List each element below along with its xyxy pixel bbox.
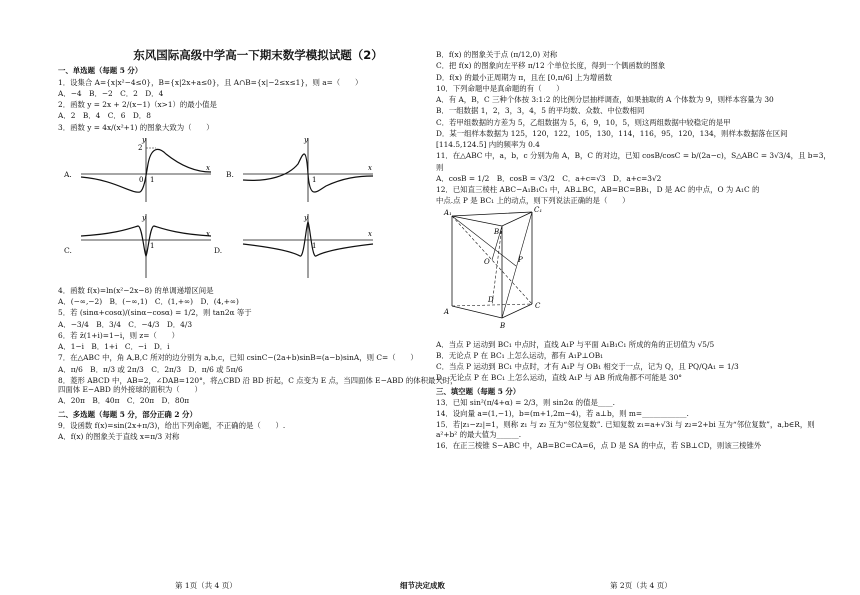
question-9-option-b: B．f(x) 的图象关于点 (π/12,0) 对称: [436, 50, 558, 59]
question-9: 9．设函数 f(x)=sin(2x+π/3)，给出下列命题，不正确的是（ ）.: [58, 420, 286, 430]
question-9-option-a: A．f(x) 的图象关于直线 x=π/3 对称: [58, 432, 180, 442]
left-column: [58, 0, 458, 441]
section-single-choice: 一、单选题（每题 5 分）: [58, 66, 143, 76]
graph-b-label: B.: [226, 169, 234, 179]
question-1: 1．设集合 A={x|x²−4≤0}，B={x|2x+a≤0}，且 A∩B={x|−2≤x≤1}，则 a=（ ）: [58, 77, 363, 87]
question-10-option-a: A．有 A，B，C 三种个体按 3:1:2 的比例分层抽样调查，如果抽取的 A 个体数为 9，则样本容量为 30: [436, 95, 774, 104]
question-1-options: A．−4 B．−2 C．2 D．4: [58, 88, 164, 98]
graph-c-label: C.: [64, 245, 72, 255]
prism-figure: [436, 206, 831, 338]
question-8: 8．菱形 ABCD 中，AB=2，∠DAB=120°，将△CBD 沿 BD 折起，C 点变为 E 点，当四面体 E−ABD 的体积最大时，四面体 E−ABD 的外接球的面积为（ ）: [58, 375, 458, 395]
question-12: 12．已知直三棱柱 ABC−A₁B₁C₁ 中，AB⊥BC，AB=BC=BB₁，D 是 AC 的中点，O 为 A₁C 的: [436, 185, 760, 194]
graph-b-y: y: [304, 135, 308, 144]
label-b1: B₁: [494, 227, 502, 236]
graph-c: [76, 212, 216, 282]
question-9-option-d: D．f(x) 的最小正周期为 π，且在 [0,π/6] 上为增函数: [436, 72, 612, 82]
question-13: 13．已知 sin²(π/4+α) = 2/3，则 sin2α 的值是____.: [436, 397, 615, 407]
label-c1: C₁: [534, 205, 543, 214]
question-12-cont: 中点.点 P 是 BC₁ 上的动点，则下列说法正确的是（ ）: [436, 196, 630, 206]
graph-d-x: x: [368, 229, 372, 238]
graph-c-x1: 1: [150, 241, 155, 250]
question-2: 2．函数 y = 2x + 2/(x−1)（x>1）的最小值是: [58, 100, 217, 110]
function-graphs: [58, 134, 458, 284]
question-10-option-b: B．一组数据 1，2，3，3，4，5 的平均数、众数、中位数相同: [436, 106, 645, 116]
question-10-option-d-cont: [114.5,124.5] 内的频率为 0.4: [436, 140, 540, 149]
question-7-options: A．π/6 B．π/3 或 2π/3 C．2π/3 D．π/6 或 5π/6: [58, 364, 243, 374]
question-9-option-c: C．把 f(x) 的图象向左平移 π/12 个单位长度，得到一个偶函数的图象: [436, 61, 666, 71]
question-12-option-c: C．当点 P 运动到 BC₁ 中点时，才有 A₁P 与 OB₁ 相交于一点，记为 Q，且 PQ/QA₁ = 1/3: [436, 362, 739, 371]
graph-c-y: y: [142, 213, 146, 222]
graph-d-label: D.: [214, 245, 223, 255]
question-14: 14．设向量 a=(1,−1)，b=(m+1,2m−4)，若 a⊥b，则 m=____________.: [436, 409, 689, 418]
graph-b-x1: 1: [312, 175, 317, 184]
page-footer-left: 第 1页（共 4 页）: [175, 581, 237, 590]
page-title: 东风国际高级中学高一下期末数学模拟试题（2）: [133, 48, 383, 62]
question-3: 3．函数 y = 4x/(x²+1) 的图象大致为（ ）: [58, 122, 214, 132]
question-16: 16．在正三棱锥 S−ABC 中，AB=BC=CA=6，点 D 是 SA 的中点，若 SB⊥CD，则该三棱锥外: [436, 440, 762, 450]
graph-d: [238, 212, 378, 282]
question-12-option-a: A．当点 P 运动到 BC₁ 中点时，直线 A₁P 与平面 A₁B₁C₁ 所成的角的正切值为 √5/5: [436, 339, 715, 349]
graph-a-x: x: [206, 163, 210, 172]
question-5-options: A．−3/4 B．3/4 C．−4/3 D．4/3: [58, 319, 193, 329]
graph-d-y: y: [304, 213, 308, 222]
label-c: C: [535, 301, 541, 310]
graph-a-y2: 2: [138, 143, 143, 152]
page-footer-right: 第 2页（共 4 页）: [610, 581, 672, 590]
label-o: O: [484, 257, 490, 266]
graph-a-label: A.: [64, 169, 72, 179]
graph-a-y: y: [142, 135, 146, 144]
question-5: 5．若 (sinα+cosα)/(sinα−cosα) = 1/2，则 tan2α 等于: [58, 308, 252, 318]
question-11-options: A．cosB = 1/2 B．cosB = √3/2 C．a+c=√3 D．a+c=3√2: [436, 173, 662, 183]
question-11: 11．在△ABC 中，a，b，c 分别为角 A，B，C 的对边，已知 cosB/cosC = b/(2a−c)，S△ABC = 3√3/4，且 b=3，: [436, 151, 831, 161]
graph-a-origin: 0: [139, 175, 144, 184]
graph-a-x1: 1: [150, 175, 155, 184]
question-15: 15．若|z₁−z₂|=1，则称 z₁ 与 z₂ 互为“邻位复数”. 已知复数 z₁=a+√3i 与 z₂=2+bi 互为“邻位复数”，a,b∈R，则 a²+b² 的最大值为______.: [436, 420, 815, 439]
right-column: [436, 0, 831, 450]
graph-c-x: x: [206, 229, 210, 238]
label-p: P: [518, 255, 523, 264]
question-6: 6．若 z̄(1+i)=1−i，则 z=（ ）: [58, 330, 179, 340]
question-12-option-b: B．无论点 P 在 BC₁ 上怎么运动，都有 A₁P⊥OB₁: [436, 350, 604, 360]
question-8-options: A．20π B．40π C．20π D．80π: [58, 396, 190, 406]
question-6-options: A．1−i B．1+i C．−i D．i: [58, 342, 170, 352]
graph-a: [76, 134, 216, 204]
graph-b-x: x: [368, 163, 372, 172]
label-b: B: [500, 321, 506, 330]
prism-drawing: [442, 206, 562, 336]
question-2-options: A．2 B．4 C．6 D．8: [58, 111, 151, 121]
label-d: D: [488, 295, 494, 304]
question-4: 4．函数 f(x)=ln(x²−2x−8) 的单调递增区间是: [58, 285, 214, 295]
graph-b: [238, 134, 378, 204]
section-multi-choice: 二、多选题（每题 5 分，部分正确 2 分）: [58, 409, 197, 419]
page-footer-center: 细节决定成败: [400, 581, 445, 590]
question-10-option-c: C．若甲组数据的方差为 5，乙组数据为 5，6，9，10，5，则这两组数据中较稳定的是甲: [436, 117, 731, 127]
question-10: 10．下列命题中是真命题的有（ ）: [436, 83, 564, 93]
label-a1: A₁: [444, 208, 452, 217]
question-10-option-d: D．某一组样本数据为 125，120，122，105，130，114，116，95，120，134，则样本数据落在区间: [436, 128, 788, 138]
question-11-cont: 则: [436, 162, 444, 172]
question-7: 7．在△ABC 中，角 A,B,C 所对的边分别为 a,b,c，已知 csinC−(2a+b)sinB=(a−b)sinA，则 C=（ ）: [58, 353, 418, 363]
question-12-option-d: D．无论点 P 在 BC₁ 上怎么运动，直线 A₁P 与 AB 所成角都不可能是 30°: [436, 373, 682, 383]
section-fill-in: 三、填空题（每题 5 分）: [436, 386, 521, 396]
graph-d-x1: 1: [312, 241, 317, 250]
label-a: A: [444, 307, 450, 316]
question-4-options: A．(−∞,−2) B．(−∞,1) C．(1,+∞) D．(4,+∞): [58, 297, 239, 307]
